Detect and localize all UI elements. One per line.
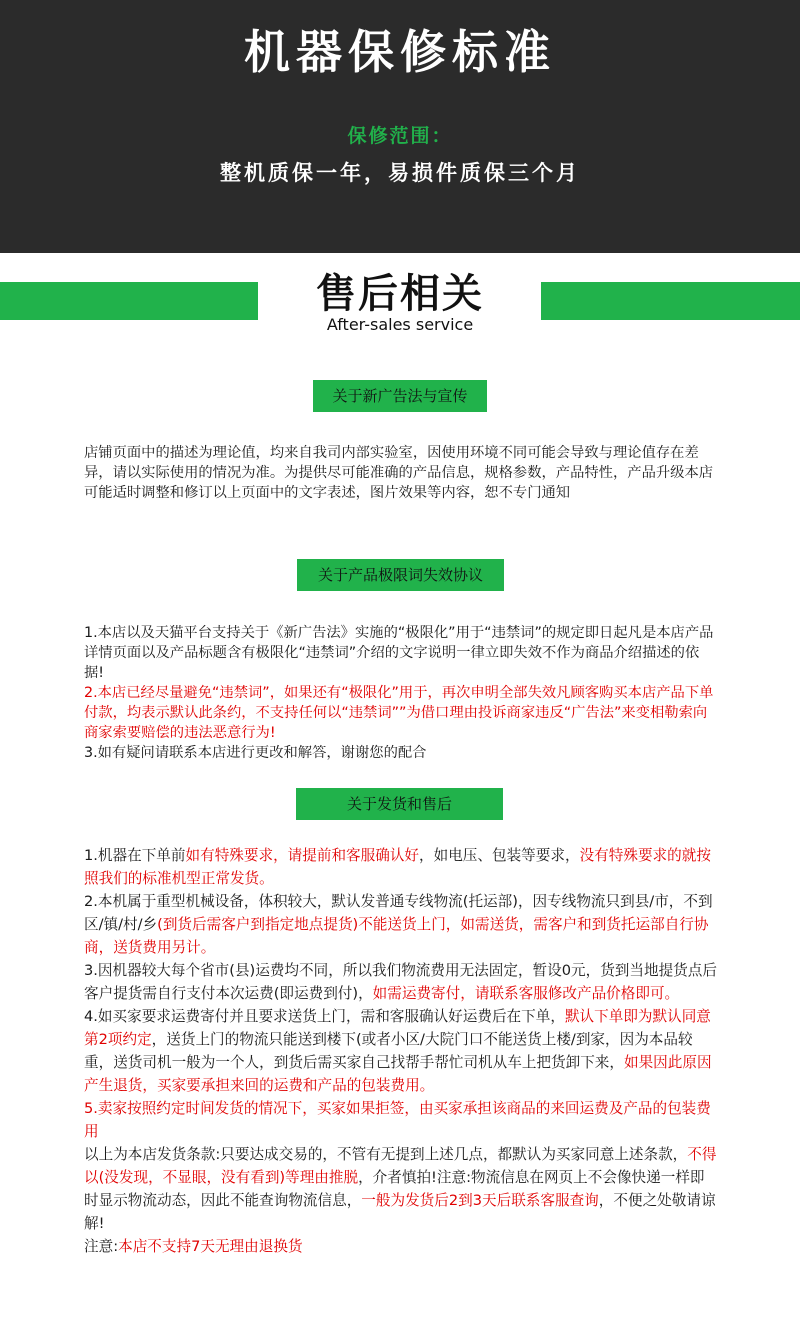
shipping-item-3: [84, 959, 718, 1005]
shipping-terms: [84, 1143, 718, 1235]
shipping-item-1-b: 如有特殊要求，请提前和客服确认好: [185, 847, 420, 864]
return-policy-note: [84, 1235, 718, 1258]
shipping-item-4: [84, 1005, 718, 1097]
note-text: 本店不支持7天无理由退换货: [118, 1238, 303, 1255]
section-tag-ad-law: 关于新广告法与宣传: [313, 380, 487, 412]
section-tag-shipping: 关于发货和售后: [296, 788, 503, 820]
aftersales-title: 售后相关: [316, 271, 484, 317]
shipping-terms-b: 不得以(没发现，不显眼，没有看到)等理由推脱: [84, 1146, 717, 1186]
warranty-scope-text: 整机质保一年，易损件质保三个月: [220, 161, 580, 185]
section-tag-extreme-words: 关于产品极限词失效协议: [297, 559, 504, 591]
shipping-terms-e: ，不便之处敬请谅解!: [84, 1192, 716, 1232]
aftersales-subtitle: After-sales service: [326, 315, 474, 334]
section-ad-law-text: [84, 443, 718, 503]
section-extreme-words-text: [84, 623, 718, 763]
shipping-item-1-d: 没有特殊要求的就按照我们的标准机型正常发货。: [84, 847, 711, 887]
shipping-item-4-c: ，送货上门的物流只能送到楼下(或者小区/大院门口不能送货上楼/到家，因为本品较重，送货司机一般为一个人，到货后需买家自己找帮手帮忙司机从车上把货卸下来，: [84, 1031, 693, 1071]
shipping-item-4-d: 如果因此原因产生退货，买家要承担来回的运费和产品的包装费用。: [84, 1054, 712, 1094]
shipping-terms-a: 以上为本店发货条款:只要达成交易的，不管有无提到上述几点，都默认为买家同意上述条款，: [84, 1146, 688, 1163]
shipping-item-1-c: ，如电压、包装等要求，: [419, 847, 580, 864]
shipping-item-5: 5.卖家按照约定时间发货的情况下，买家如果拒签，由买家承担该商品的来回运费及产品的包装费用: [84, 1100, 711, 1140]
shipping-terms-d: 一般为发货后2到3天后联系客服查询: [361, 1192, 599, 1209]
shipping-item-3-b: 如需运费寄付，请联系客服修改产品价格即可。: [372, 985, 680, 1002]
ad-law-paragraph: 店铺页面中的描述为理论值，均来自我司内部实验室，因使用环境不同可能会导致与理论值存在差异，请以实际使用的情况为准。为提供尽可能准确的产品信息，规格参数，产品特性，产品升级本店可能适时调整和修订以上页面中的文字表述，图片效果等内容，恕不专门通知: [84, 445, 714, 501]
shipping-item-2-b: (到货后需客户到指定地点提货)不能送货上门，如需送货，需客户和到货托运部自行协商，送货费用另计。: [84, 916, 709, 956]
shipping-item-1-a: 1.机器在下单前: [84, 847, 186, 864]
warranty-scope-label: 保修范围：: [347, 125, 453, 147]
note-label: 注意:: [84, 1238, 119, 1255]
extreme-words-item-3: 3.如有疑问请联系本店进行更改和解答，谢谢您的配合: [84, 745, 427, 761]
shipping-item-2: [84, 890, 718, 959]
extreme-words-item-1: 1.本店以及天猫平台支持关于《新广告法》实施的“极限化”用于“违禁词”的规定即日起凡是本店产品详情页面以及产品标题含有极限化“违禁词”介绍的文字说明一律立即失效不作为商品介绍描述的依据!: [84, 625, 714, 681]
section-shipping-text: [84, 844, 718, 1258]
shipping-item-3-a: 3.因机器较大每个省市(县)运费均不同，所以我们物流费用无法固定，暂设0元，货到当地提货点后客户提货需自行支付本次运费(即运费到付)，: [84, 962, 717, 1002]
shipping-item-4-b: 默认下单即为默认同意第2项约定: [84, 1008, 711, 1048]
page-title: 机器保修标准: [244, 25, 556, 79]
shipping-terms-c: ，介者慎拍!注意:物流信息在网页上不会像快递一样即时显示物流动态，因此不能查询物流信息，: [84, 1169, 705, 1209]
shipping-item-2-a: 2.本机属于重型机械设备，体积较大，默认发普通专线物流(托运部)，因专线物流只到县/市，不到区/镇/村/乡: [84, 893, 713, 933]
shipping-item-1: [84, 844, 718, 890]
extreme-words-item-2: 2.本店已经尽量避免“违禁词”，如果还有“极限化”用于，再次申明全部失效凡顾客购买本店产品下单付款，均表示默认此条约，不支持任何以“违禁词””为借口理由投诉商家违反“广告法”来变相勒索向商家索要赔偿的违法恶意行为!: [84, 685, 714, 741]
shipping-item-4-a: 4.如买家要求运费寄付并且要求送货上门，需和客服确认好运费后在下单，: [84, 1008, 565, 1025]
